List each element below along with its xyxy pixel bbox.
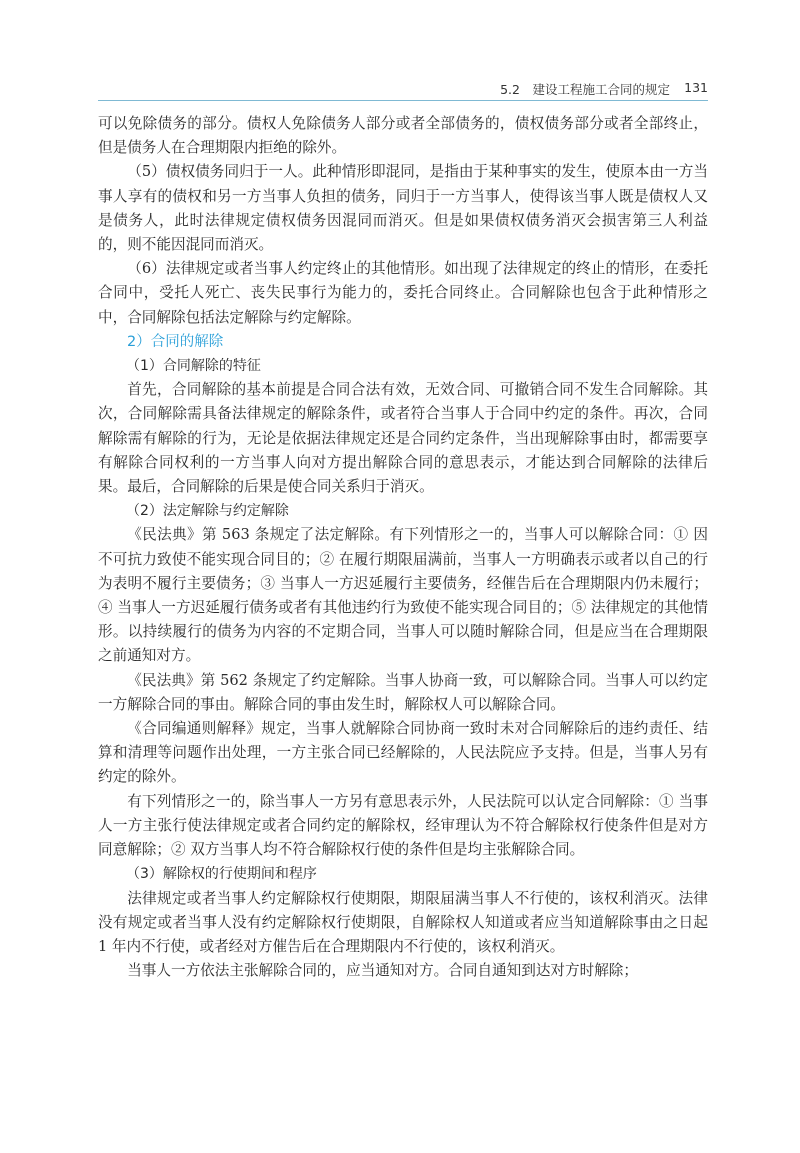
paragraph: 《民法典》第 562 条规定了约定解除。当事人协商一致，可以解除合同。当事人可以约定一方解除合同的事由。解除合同的事由发生时，解除权人可以解除合同。	[98, 671, 708, 713]
paragraph: 《合同编通则解释》规定，当事人就解除合同协商一致时未对合同解除后的违约责任、结算和清理等问题作出处理，一方主张合同已经解除的，人民法院应予支持。但是，当事人另有约定的除外。	[98, 720, 708, 786]
paragraph: （5）债权债务同归于一人。此种情形即混同，是指由于某种事实的发生，使原本由一方当事人享有的债权和另一方当事人负担的债务，同归于一方当事人，使得该当事人既是债权人又是债务人，此时法律规定债权债务因混同而消灭。但是如果债权债务消灭会损害第三人利益的，则不能因混同而消灭。	[98, 163, 708, 254]
running-header	[98, 78, 708, 101]
body-text	[98, 112, 708, 983]
page-number: 131	[684, 80, 708, 95]
paragraph: 可以免除债务的部分。债权人免除债务人部分或者全部债务的，债权债务部分或者全部终止，但是债务人在合理期限内拒绝的除外。	[98, 115, 708, 157]
subsection-heading: （3）解除权的行使期间和程序	[126, 866, 317, 883]
paragraph: 有下列情形之一的，除当事人一方另有意思表示外，人民法院可以认定合同解除：① 当事人一方主张行使法律规定或者合同约定的解除权，经审理认为不符合解除权行使条件但是对方同意解除；② 双方当事人均不符合解除权行使的条件但是均主张解除合同。	[98, 792, 708, 859]
section-title: 5.2 建设工程施工合同的规定	[500, 82, 670, 97]
paragraph: 首先，合同解除的基本前提是合同合法有效，无效合同、可撤销合同不发生合同解除。其次，合同解除需具备法律规定的解除条件，或者符合当事人于合同中约定的条件。再次，合同解除需有解除的行为，无论是依据法律规定还是合同约定条件，当出现解除事由时，都需要享有解除合同权利的一方当事人向对方提出解除合同的意思表示，才能达到合同解除的法律后果。最后，合同解除的后果是使合同关系归于消灭。	[98, 381, 708, 496]
section-heading: 2）合同的解除	[127, 333, 224, 350]
paragraph: 《民法典》第 563 条规定了法定解除。有下列情形之一的，当事人可以解除合同：① 因不可抗力致使不能实现合同目的；② 在履行期限届满前，当事人一方明确表示或者以自己的行为表明不履行主要债务；③ 当事人一方迟延履行主要债务，经催告后在合理期限内仍未履行；④ 当事人一方迟延履行债务或者有其他违约行为致使不能实现合同目的；⑤ 法律规定的其他情形。以持续履行的债务为内容的不定期合同，当事人可以随时解除合同，但是应当在合理期限之前通知对方。	[98, 526, 708, 665]
paragraph: 法律规定或者当事人约定解除权行使期限，期限届满当事人不行使的，该权利消灭。法律没有规定或者当事人没有约定解除权行使期限，自解除权人知道或者应当知道解除事由之日起 1 年内不行使，或者经对方催告后在合理期限内不行使的，该权利消灭。	[98, 889, 708, 955]
subsection-heading: （1）合同解除的特征	[126, 358, 261, 375]
subsection-heading: （2）法定解除与约定解除	[126, 503, 289, 520]
paragraph: （6）法律规定或者当事人约定终止的其他情形。如出现了法律规定的终止的情形，在委托合同中，受托人死亡、丧失民事行为能力的，委托合同终止。合同解除也包含于此种情形之中，合同解除包括法定解除与约定解除。	[98, 260, 708, 326]
paragraph: 当事人一方依法主张解除合同的，应当通知对方。合同自通知到达对方时解除；	[127, 962, 638, 980]
